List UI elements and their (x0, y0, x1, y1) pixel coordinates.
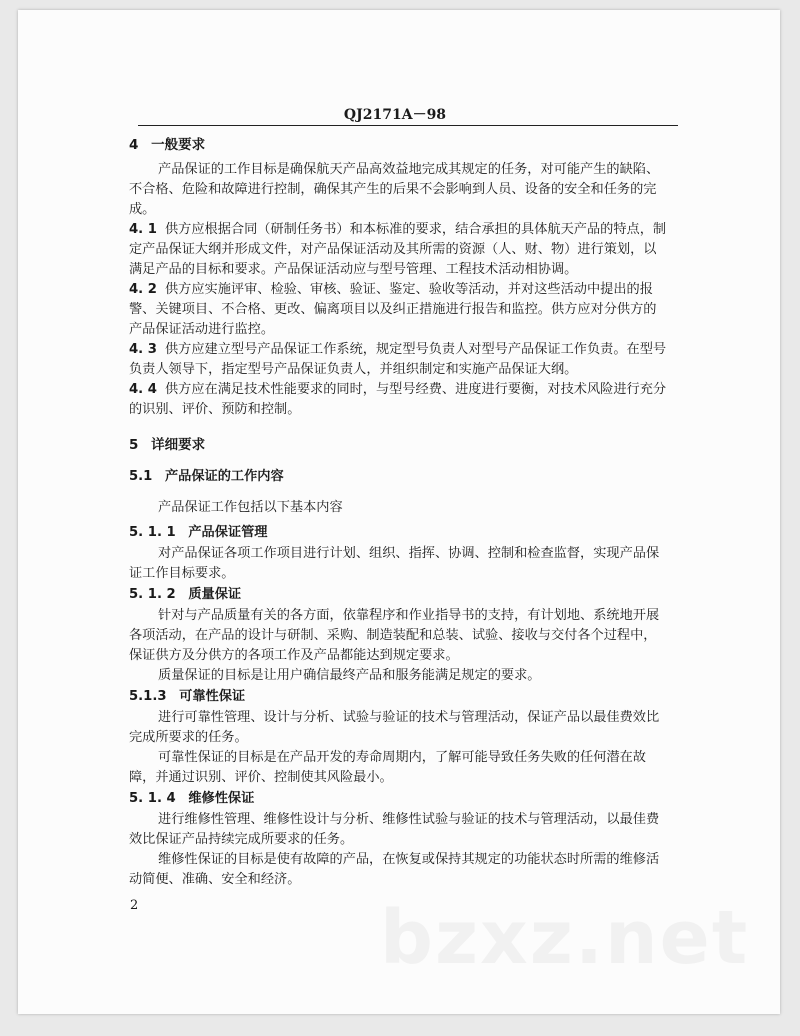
section-4-heading (129, 134, 669, 156)
section-5-1-1-heading (129, 522, 669, 544)
section-number: 5. 1. 4 (129, 791, 176, 806)
clause-text: 供方应在满足技术性能要求的同时，与型号经费、进度进行要衡，对技术风险进行充分的识别、评价、预防和控制。 (129, 382, 667, 417)
section-5-1-1-text: 对产品保证各项工作项目进行计划、组织、指挥、协调、控制和检查监督，实现产品保证工作目标要求。 (129, 546, 660, 581)
section-title: 可靠性保证 (179, 689, 246, 704)
clause-4-2 (129, 280, 669, 340)
clause-text: 供方应实施评审、检验、审核、验证、鉴定、验收等活动，并对这些活动中提出的报警、关键项目、不合格、更改、偏离项目以及纠正措施进行报告和监控。供方应对分供方的产品保证活动进行监控。 (129, 282, 657, 337)
section-5-1-heading (129, 466, 669, 488)
clause-text: 供方应根据合同（研制任务书）和本标准的要求，结合承担的具体航天产品的特点，制定产品保证大纲并形成文件，对产品保证活动及其所需的资源（人、财、物）进行策划，以满足产品的目标和要求。产品保证活动应与型号管理、工程技术活动相协调。 (129, 222, 667, 277)
section-title: 质量保证 (188, 587, 242, 602)
section-5-1-2-goal: 质量保证的目标是让用户确信最终产品和服务能满足规定的要求。 (158, 668, 541, 683)
clause-4-1 (129, 220, 669, 280)
section-title: 维修性保证 (188, 791, 255, 806)
page-number: 2 (130, 898, 139, 913)
site-watermark: bzxz.net (380, 895, 750, 981)
section-5-heading (129, 434, 669, 456)
standard-code-header: QJ2171A－98 (343, 107, 447, 123)
section-title: 产品保证的工作内容 (164, 469, 284, 484)
section-5-1-2-text: 针对与产品质量有关的各方面，依靠程序和作业指导书的支持，有计划地、系统地开展各项活动，在产品的设计与研制、采购、制造装配和总装、试验、接收与交付各个过程中，保证供方及分供方的各项工作及产品都能达到规定要求。 (129, 608, 660, 663)
section-5-1-intro: 产品保证工作包括以下基本内容 (158, 500, 343, 515)
section-5-title: 详细要求 (151, 437, 206, 453)
clause-number: 4. 3 (129, 342, 157, 357)
section-4-intro: 产品保证的工作目标是确保航天产品高效益地完成其规定的任务，对可能产生的缺陷、不合格、危险和故障进行控制，确保其产生的后果不会影响到人员、设备的安全和任务的完成。 (129, 162, 660, 217)
section-5-1-2-heading (129, 584, 669, 606)
section-5-number: 5 (129, 437, 139, 453)
section-5-1-3-text: 进行可靠性管理、设计与分析、试验与验证的技术与管理活动，保证产品以最佳费效比完成所要求的任务。 (129, 710, 660, 745)
section-5-1-4-heading (129, 788, 669, 810)
section-4-number: 4 (129, 137, 139, 153)
section-title: 产品保证管理 (188, 525, 268, 540)
clause-text: 供方应建立型号产品保证工作系统，规定型号负责人对型号产品保证工作负责。在型号负责人领导下，指定型号产品保证负责人，并组织制定和实施产品保证大纲。 (129, 342, 667, 377)
section-5-1-3-heading (129, 686, 669, 708)
clause-number: 4. 1 (129, 222, 157, 237)
section-5-1-4-goal: 维修性保证的目标是使有故障的产品，在恢复或保持其规定的功能状态时所需的维修活动简便、准确、安全和经济。 (129, 852, 660, 887)
section-number: 5. 1. 2 (129, 587, 176, 602)
section-5-1-4-text: 进行维修性管理、维修性设计与分析、维修性试验与验证的技术与管理活动，以最佳费效比保证产品持续完成所要求的任务。 (129, 812, 660, 847)
section-number: 5. 1. 1 (129, 525, 176, 540)
section-5-1-3-goal: 可靠性保证的目标是在产品开发的寿命周期内，了解可能导致任务失败的任何潜在故障，并通过识别、评价、控制使其风险最小。 (129, 750, 646, 785)
header-rule (138, 125, 678, 126)
section-number: 5.1 (129, 469, 153, 484)
section-number: 5.1.3 (129, 689, 167, 704)
clause-4-4 (129, 380, 669, 420)
page-content (129, 134, 669, 890)
document-page (18, 10, 780, 1014)
section-4-title: 一般要求 (151, 137, 206, 153)
clause-number: 4. 4 (129, 382, 157, 397)
clause-4-3 (129, 340, 669, 380)
clause-number: 4. 2 (129, 282, 157, 297)
